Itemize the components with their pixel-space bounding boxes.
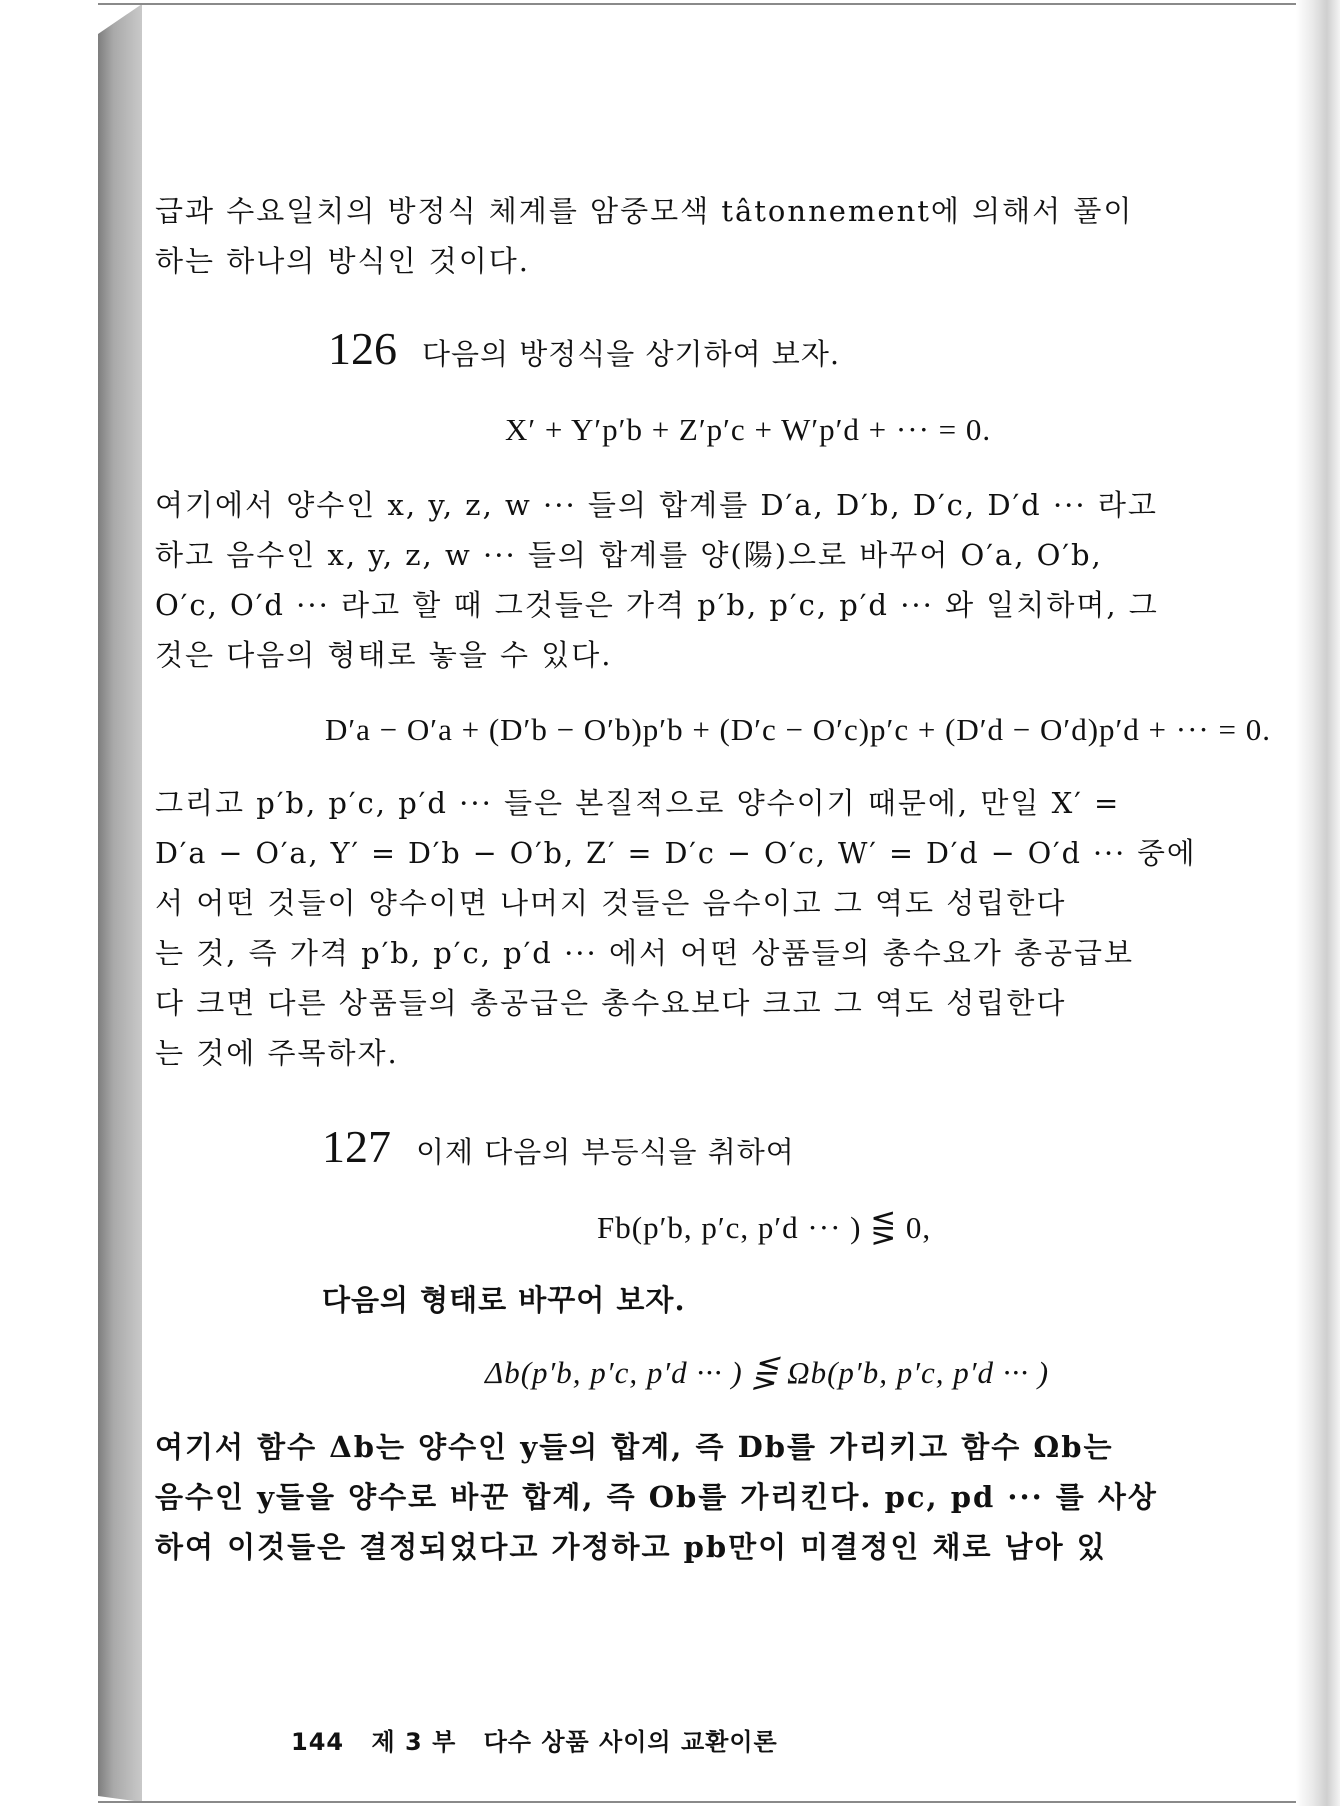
page-right-shadow xyxy=(1296,0,1340,1806)
text-line: 급과 수요일치의 방정식 체계를 암중모색 tâtonnement에 의해서 풀이 xyxy=(155,194,1134,228)
section-number: 127 xyxy=(322,1121,391,1172)
equation-1: X′ + Y′p′b + Z′p′c + W′p′d + ··· = 0. xyxy=(505,412,992,447)
paragraph-intro xyxy=(155,186,1197,286)
text-line: 서 어떤 것들이 양수이면 나머지 것들은 음수이고 그 역도 성립한다 xyxy=(155,886,1067,920)
page-number: 144 xyxy=(291,1728,345,1756)
book-spine xyxy=(98,4,142,1802)
paragraph-sign-argument xyxy=(155,778,1197,1078)
equation-3: Fb(p′b, p′c, p′d ··· ) ⋚ 0, xyxy=(597,1210,932,1245)
text-line: D′a − O′a, Y′ = D′b − O′b, Z′ = D′c − O′c, W′ = D′d − O′d ··· 중에 xyxy=(155,836,1197,870)
text-line: 하고 음수인 x, y, z, w ··· 들의 합계를 양(陽)으로 바꾸어 O′a, O′b, xyxy=(155,538,1103,572)
text-line: 하는 하나의 방식인 것이다. xyxy=(155,244,531,278)
text-line: O′c, O′d ··· 라고 할 때 그것들은 가격 p′b, p′c, p′d ··· 와 일치하며, 그 xyxy=(155,588,1159,622)
text-line: 는 것에 주목하자. xyxy=(155,1036,399,1070)
page-footer xyxy=(291,1722,796,1757)
section-number: 126 xyxy=(328,323,397,374)
part-label: 제 3 부 xyxy=(371,1728,457,1756)
text-line: 하여 이것들은 결정되었다고 가정하고 pb만이 미결정인 채로 남아 있 xyxy=(155,1530,1107,1564)
chapter-title: 다수 상품 사이의 교환이론 xyxy=(483,1728,778,1756)
section-127-heading xyxy=(322,1120,795,1173)
equation-4: Δb(p′b, p′c, p′d ··· ) ⋚ Ωb(p′b, p′c, p′d ··· ) xyxy=(485,1355,1050,1390)
text-line: 다 크면 다른 상품들의 총공급은 총수요보다 크고 그 역도 성립한다 xyxy=(155,986,1067,1020)
equation-2: D′a − O′a + (D′b − O′b)p′b + (D′c − O′c)p′c + (D′d − O′d)p′d + ··· = 0. xyxy=(325,712,1271,747)
paragraph-definitions xyxy=(155,480,1197,680)
page-bottom-edge xyxy=(98,1801,1313,1803)
text-line: 그리고 p′b, p′c, p′d ··· 들은 본질적으로 양수이기 때문에, 만일 X′ = xyxy=(155,786,1121,820)
text-line: 여기서 함수 Δb는 양수인 y들의 합계, 즉 Db를 가리키고 함수 Ωb는 xyxy=(155,1430,1114,1464)
text-line: 것은 다음의 형태로 놓을 수 있다. xyxy=(155,638,613,672)
text-line: 여기에서 양수인 x, y, z, w ··· 들의 합계를 D′a, D′b, D′c, D′d ··· 라고 xyxy=(155,488,1158,522)
section-text: 다음의 방정식을 상기하여 보자. xyxy=(422,337,841,371)
section-text: 이제 다음의 부등식을 취하여 xyxy=(416,1135,795,1169)
paragraph-transform: 다음의 형태로 바꾸어 보자. xyxy=(322,1283,686,1317)
text-line: 음수인 y들을 양수로 바꾼 합계, 즉 Ob를 가리킨다. pc, pd ··· 를 사상 xyxy=(155,1480,1158,1514)
text-line: 는 것, 즉 가격 p′b, p′c, p′d ··· 에서 어떤 상품들의 총수요가 총공급보 xyxy=(155,936,1135,970)
section-126-heading xyxy=(328,322,840,375)
paragraph-functions xyxy=(155,1422,1197,1572)
